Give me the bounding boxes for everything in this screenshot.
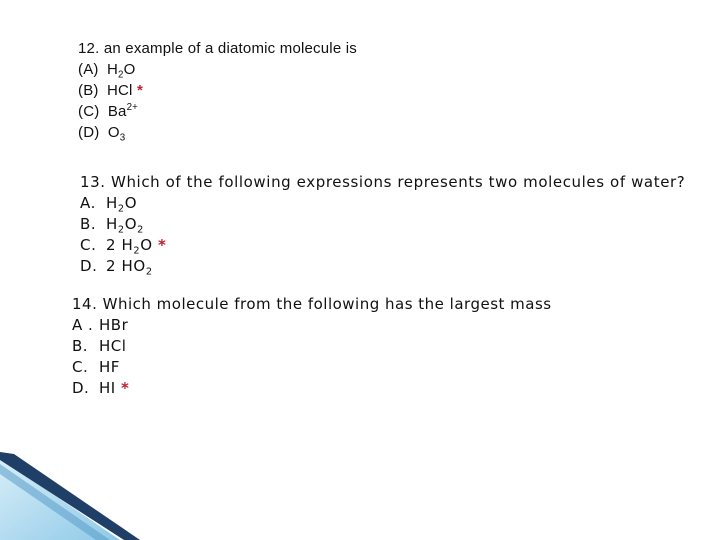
correct-answer-star: * — [120, 379, 130, 397]
option-text: HBr — [99, 316, 129, 334]
q14-option-a — [72, 315, 552, 336]
option-letter: (D) — [78, 124, 100, 141]
q14-option-d — [72, 378, 552, 399]
question-14-stem: 14. Which molecule from the following has the largest mass — [72, 295, 552, 313]
option-letter: (A) — [78, 61, 99, 78]
option-letter: A . — [72, 316, 94, 334]
option-subscript: 2 — [133, 245, 141, 257]
option-letter: D. — [80, 257, 98, 275]
correct-answer-star: * — [158, 236, 167, 254]
option-text: O — [107, 124, 120, 141]
option-text: HF — [99, 358, 120, 376]
q13-option-c — [80, 235, 685, 256]
question-14 — [72, 294, 552, 399]
correct-answer-star: * — [136, 82, 144, 99]
option-letter: A. — [80, 194, 96, 212]
option-text: HCl — [106, 82, 133, 99]
option-letter: (C) — [78, 103, 100, 120]
option-letter: C. — [80, 236, 97, 254]
option-text: HCl — [99, 337, 127, 355]
question-12-stem: 12. an example of a diatomic molecule is — [78, 40, 357, 57]
q13-option-d — [80, 256, 685, 277]
q14-option-c — [72, 357, 552, 378]
option-text: H — [106, 215, 118, 233]
option-subscript: 2 — [118, 69, 124, 81]
option-subscript: 2 — [117, 203, 125, 215]
option-tail: O — [123, 61, 136, 78]
option-tail: O — [124, 194, 138, 212]
q14-option-b — [72, 336, 552, 357]
option-text: 2 HO — [106, 257, 146, 275]
option-tail: O — [124, 215, 138, 233]
q13-option-b — [80, 214, 685, 235]
q12-option-d — [78, 122, 357, 143]
option-tail: O — [140, 236, 153, 254]
q12-option-b — [78, 80, 357, 101]
option-letter: B. — [80, 215, 97, 233]
option-letter: D. — [72, 379, 90, 397]
option-subscript-2: 2 — [137, 224, 144, 236]
option-text: Ba — [107, 103, 127, 120]
option-text: H — [106, 61, 119, 78]
option-letter: B. — [72, 337, 89, 355]
option-letter: (B) — [78, 82, 99, 99]
slide-corner-decoration — [0, 450, 720, 540]
question-12 — [78, 38, 357, 143]
option-text: HI — [99, 379, 116, 397]
option-text: 2 H — [106, 236, 134, 254]
q12-option-c — [78, 101, 357, 122]
option-letter: C. — [72, 358, 89, 376]
option-subscript: 3 — [119, 132, 126, 144]
option-subscript: 2 — [145, 266, 153, 278]
question-13-stem: 13. Which of the following expressions represents two molecules of water? — [80, 173, 686, 191]
option-text: H — [106, 194, 118, 212]
option-superscript: 2+ — [126, 102, 139, 114]
q13-option-a — [80, 193, 685, 214]
question-13 — [80, 172, 685, 277]
option-subscript: 2 — [117, 224, 125, 236]
q12-option-a — [78, 59, 357, 80]
